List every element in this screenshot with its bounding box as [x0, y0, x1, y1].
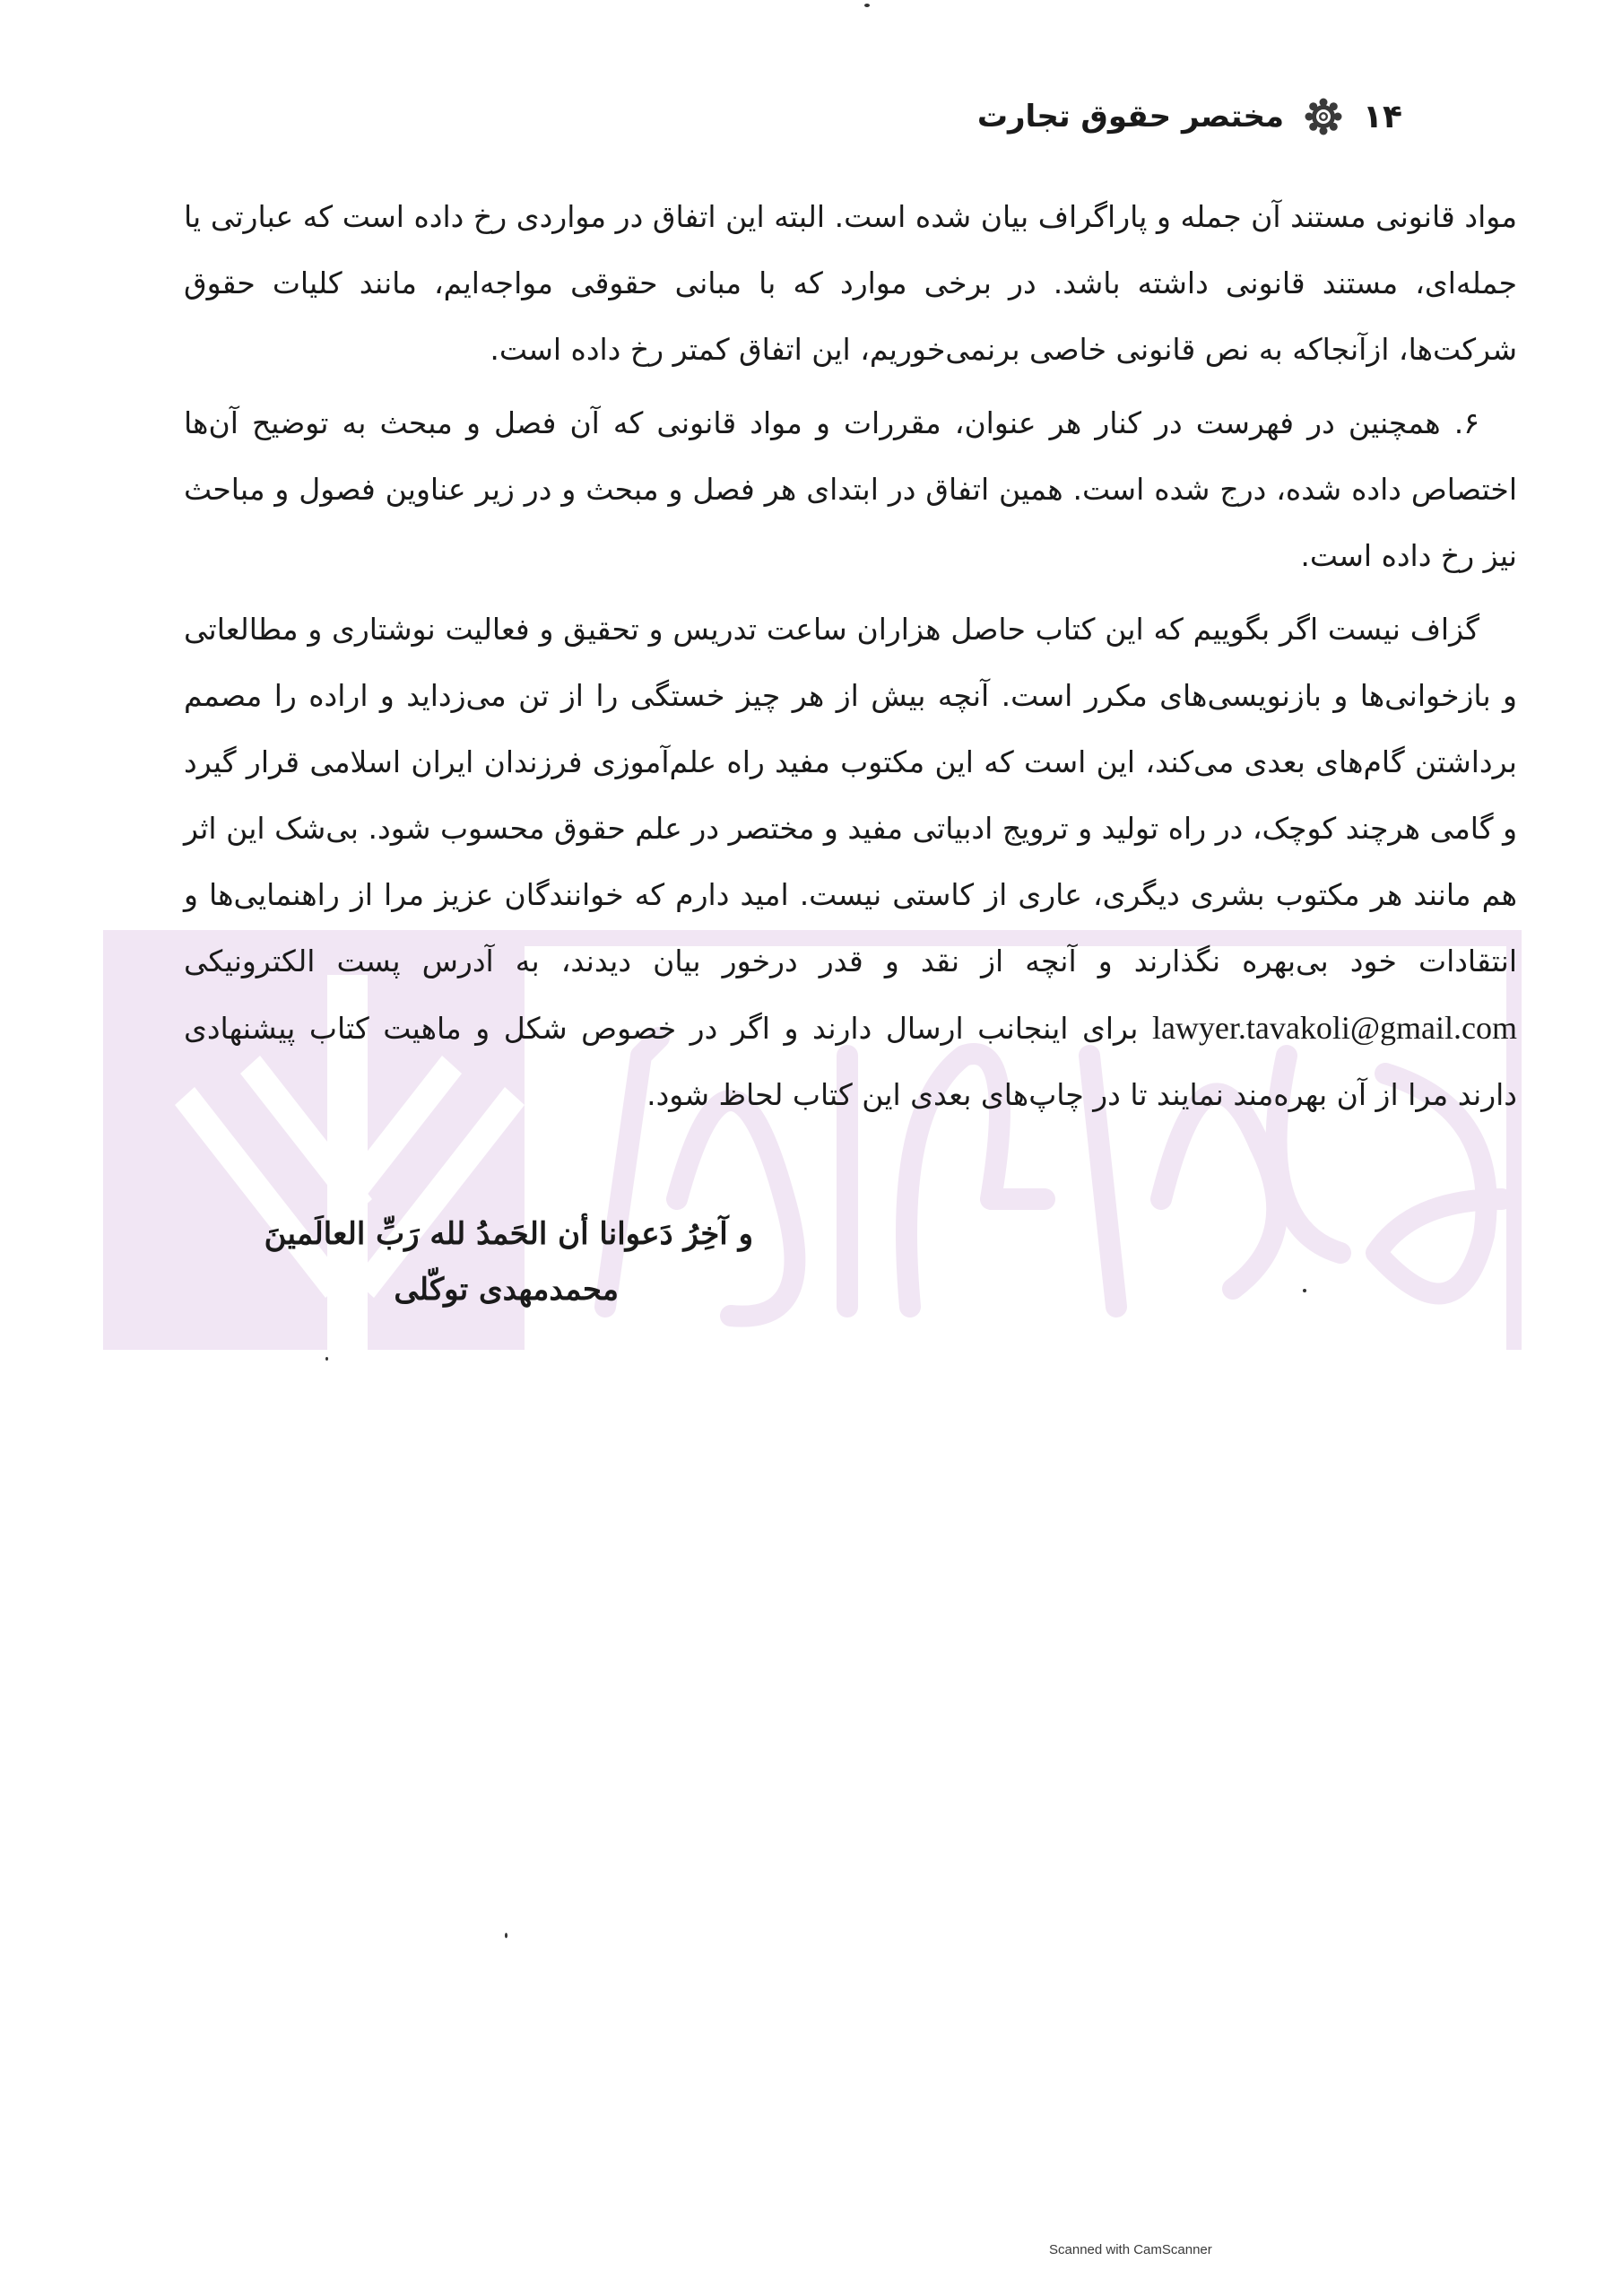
author-email: lawyer.tavakoli@gmail.com: [1151, 1010, 1517, 1046]
closing-dua: و آخِرُ دَعوانا أن الحَمدُ لله رَبِّ العالَمینَ: [264, 1216, 753, 1252]
paragraph-acknowledgement-text-end: برای اینجانب ارسال دارند و اگر در خصوص شکل و ماهیت کتاب پیشنهادی دارند مرا از آن بهره‌مند نمایند تا در چاپ‌های بعدی این کتاب لحاظ شود.: [184, 1011, 1517, 1112]
paragraph-legal-references: مواد قانونی مستند آن جمله و پاراگراف بیان شده است. البته این اتفاق در مواردی رخ داده است که عبارتی یا جمله‌ای، مستند قانونی داشته باشد. در برخی موارد که با مبانی حقوقی مواجه‌ایم، مانند کلیات حقوق شرکت‌ها، ازآنجاکه به نص قانونی خاصی برنمی‌خوریم، این اتفاق کمتر رخ داده است.: [184, 199, 1517, 367]
running-head: [977, 97, 1402, 136]
flower-ornament-icon: [1304, 97, 1343, 136]
scan-speck: [505, 1933, 507, 1938]
paragraph-acknowledgement-text: گزاف نیست اگر بگوییم که این کتاب حاصل هزاران ساعت تدریس و تحقیق و فعالیت نوشتاری و مطالعاتی و بازخوانی‌ها و بازنویسی‌های مکرر است. آنچه بیش از هر چیز خستگی را از تن می‌زداید و اراده را مصمم برداشتن گام‌های بعدی می‌کند، این است که این مکتوب مفید راه علم‌آموزی فرزندان ایران اسلامی قرار گیرد و گامی هرچند کوچک، در راه تولید و ترویج ادبیاتی مفید و مختصر در علم حقوق محسوب شود. بی‌شک این اثر هم مانند هر مکتوب بشری دیگری، عاری از کاستی نیست. امید دارم که خوانندگان عزیز مرا از راهنمایی‌ها و انتقادات خود بی‌بهره نگذارند و آنچه از نقد و قدر درخور بیان دیدند، به آدرس پست الکترونیکی: [184, 612, 1517, 978]
scan-speck: [864, 4, 870, 7]
author-signature: محمدمهدی توکّلی: [394, 1272, 619, 1308]
book-title: مختصر حقوق تجارت: [976, 99, 1285, 135]
scan-speck: [325, 1357, 328, 1361]
scanner-watermark-label: Scanned with CamScanner: [1049, 2242, 1212, 2257]
page-number: ۱۴: [1363, 98, 1402, 135]
scan-speck: [1303, 1289, 1306, 1292]
paragraph-acknowledgement: [184, 596, 1517, 1128]
closing-block: [251, 1206, 753, 1318]
body-text: [184, 184, 1517, 1128]
paragraph-item-6: ۶. همچنین در فهرست در کنار هر عنوان، مقررات و مواد قانونی که آن فصل و مبحث به توضیح آن‌ها اختصاص داده شده، درج شده است. همین اتفاق در ابتدای هر فصل و مبحث و در زیر عناوین فصول و مباحث نیز رخ داده است.: [184, 405, 1517, 573]
